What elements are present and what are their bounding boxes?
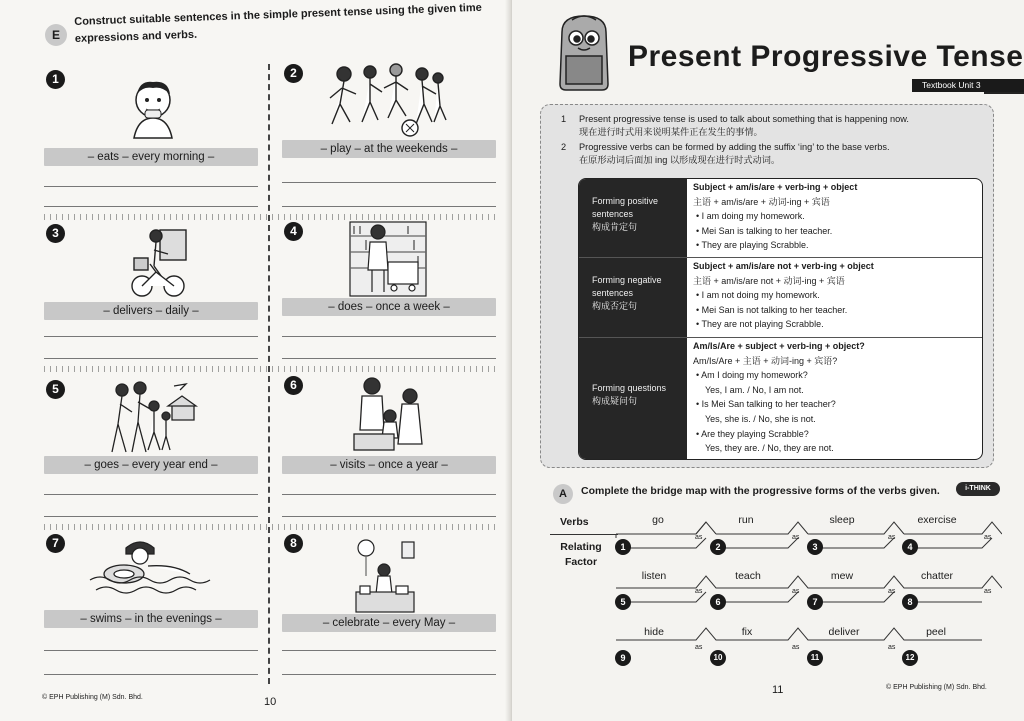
- item-label: – does – once a week –: [282, 298, 496, 316]
- example: • Mei San is not talking to her teacher.: [696, 304, 848, 315]
- item-label: – eats – every morning –: [44, 148, 258, 166]
- item-label: – goes – every year end –: [44, 456, 258, 474]
- children-playing-football-illustration: [326, 62, 452, 138]
- textbook-unit-badge: Textbook Unit 3: [912, 79, 1024, 92]
- formula-zh: 主语 + am/is/are not + 动词-ing + 宾语: [693, 275, 845, 286]
- example: • I am doing my homework.: [696, 211, 805, 222]
- row-label-zh: 构成疑问句: [592, 396, 638, 406]
- item-4: [284, 222, 303, 241]
- item-label: – visits – once a year –: [282, 456, 496, 474]
- item-6: [284, 376, 303, 395]
- point-1-text: Present progressive tense is used to talk about something that is happening now.: [579, 114, 909, 124]
- item-7: [46, 534, 65, 553]
- as-label: as: [792, 644, 800, 651]
- item-number: 8: [284, 534, 303, 553]
- formula-zh: Am/Is/Are + 主语 + 动词-ing + 宾语?: [693, 355, 838, 366]
- row-label-zh: 构成肯定句: [592, 222, 638, 232]
- copyright-footer: © EPH Publishing (M) Sdn. Bhd.: [886, 684, 987, 691]
- item-2: [284, 64, 303, 83]
- point-1-number: 1: [561, 114, 567, 124]
- bridge-label-divider: [550, 534, 618, 535]
- as-label: as: [984, 588, 992, 595]
- example-answer: Yes, they are. / No, they are not.: [705, 443, 834, 454]
- formula-zh: 主语 + am/is/are + 动词-ing + 宾语: [693, 196, 830, 207]
- bridge-verb: sleep: [829, 514, 855, 526]
- item-label: – celebrate – every May –: [282, 614, 496, 632]
- formula: Am/Is/Are + subject + verb-ing + object?: [693, 341, 865, 351]
- item-number: 1: [46, 70, 65, 89]
- answer-number[interactable]: 10: [710, 650, 726, 666]
- writing-line[interactable]: [44, 516, 258, 517]
- table-row-label: [579, 338, 687, 460]
- birthday-celebration-illustration: [352, 536, 418, 614]
- as-label: as: [984, 534, 992, 541]
- row-label-en: Forming positive sentences: [592, 196, 659, 219]
- writing-line[interactable]: [44, 494, 258, 495]
- table-row-label: [579, 258, 687, 337]
- verbs-label: Verbs: [560, 516, 589, 528]
- writing-line[interactable]: [282, 650, 496, 651]
- row-divider: [42, 524, 498, 530]
- header-rule: [984, 92, 1024, 94]
- bridge-verb: listen: [641, 570, 667, 582]
- family-travelling-illustration: [108, 376, 200, 456]
- example-text: They are playing Scrabble.: [701, 240, 809, 251]
- item-number: 2: [284, 64, 303, 83]
- relating-factor-label: Relating Factor: [560, 541, 602, 568]
- item-label: – delivers – daily –: [44, 302, 258, 320]
- item-number: 5: [46, 380, 65, 399]
- bridge-verb: deliver: [828, 626, 860, 638]
- item-number: 7: [46, 534, 65, 553]
- answer-number[interactable]: 6: [710, 594, 726, 610]
- bridge-verb: fix: [741, 626, 753, 638]
- example-text: I am not doing my homework.: [701, 290, 820, 301]
- point-2-number: 2: [561, 142, 567, 152]
- as-label: as: [792, 534, 800, 541]
- girl-shopping-illustration: [348, 218, 428, 298]
- writing-line[interactable]: [44, 650, 258, 651]
- example: • Mei San is talking to her teacher.: [696, 225, 833, 236]
- bridge-verb: teach: [735, 570, 761, 582]
- answer-number[interactable]: 9: [615, 650, 631, 666]
- answer-number[interactable]: 4: [902, 539, 918, 555]
- bridge-verb: exercise: [917, 514, 957, 526]
- answer-number[interactable]: 11: [807, 650, 823, 666]
- writing-line[interactable]: [44, 358, 258, 359]
- as-label: as: [792, 588, 800, 595]
- family-visiting-illustration: [348, 374, 430, 454]
- delivery-man-bicycle-illustration: [130, 224, 190, 300]
- formula: Subject + am/is/are + verb-ing + object: [693, 182, 858, 192]
- answer-number[interactable]: 12: [902, 650, 918, 666]
- writing-line[interactable]: [282, 674, 496, 675]
- as-label: as: [888, 588, 896, 595]
- right-page: [512, 0, 1024, 721]
- boy-swimming-illustration: [86, 534, 216, 604]
- example-text: Mei San is talking to her teacher.: [701, 225, 833, 236]
- bridge-verb: hide: [644, 626, 664, 638]
- as-label: as: [695, 534, 703, 541]
- example-text: Is Mei San talking to her teacher?: [701, 399, 836, 410]
- example-text: Are they playing Scrabble?: [701, 428, 809, 439]
- example: • They are playing Scrabble.: [696, 240, 809, 251]
- as-label: as: [888, 534, 896, 541]
- backpack-mascot-icon: [552, 12, 616, 92]
- row-divider: [42, 366, 498, 372]
- item-label: – swims – in the evenings –: [44, 610, 258, 628]
- writing-line[interactable]: [282, 206, 496, 207]
- answer-number[interactable]: 7: [807, 594, 823, 610]
- section-a-instruction: Complete the bridge map with the progressive forms of the verbs given.: [581, 485, 940, 497]
- point-2-text: Progressive verbs can be formed by adding the suffix ‘ing’ to the base verbs.: [579, 142, 890, 152]
- table-row-content: [689, 259, 983, 332]
- writing-line[interactable]: [44, 206, 258, 207]
- bridge-verb: go: [652, 514, 664, 526]
- example-text: Am I doing my homework?: [701, 370, 808, 381]
- ithink-badge: i-THINK: [956, 482, 1000, 496]
- example-text: I am doing my homework.: [701, 211, 805, 222]
- example-answer: Yes, I am. / No, I am not.: [705, 384, 804, 395]
- answer-number[interactable]: 8: [902, 594, 918, 610]
- bridge-verb: chatter: [920, 570, 954, 582]
- writing-line[interactable]: [282, 516, 496, 517]
- bridge-verb: peel: [926, 626, 946, 638]
- example-text: They are not playing Scrabble.: [701, 319, 824, 330]
- item-8: [284, 534, 303, 553]
- rules-table: [578, 178, 983, 460]
- item-number: 4: [284, 222, 303, 241]
- column-divider: [268, 64, 270, 684]
- writing-line[interactable]: [282, 182, 496, 183]
- bridge-map-lines: [610, 514, 1002, 674]
- page-title: Present Progressive Tense: [628, 40, 1024, 73]
- example: • They are not playing Scrabble.: [696, 319, 824, 330]
- copyright-footer: © EPH Publishing (M) Sdn. Bhd.: [42, 694, 143, 701]
- as-label: as: [888, 644, 896, 651]
- page-number: 10: [264, 696, 277, 708]
- point-1-chinese: 现在进行时式用来说明某件正在发生的事情。: [579, 127, 763, 137]
- answer-number[interactable]: 2: [710, 539, 726, 555]
- row-label-en: Forming questions: [592, 383, 667, 393]
- example: • Are they playing Scrabble?: [696, 428, 809, 439]
- answer-number[interactable]: 3: [807, 539, 823, 555]
- row-label-en: Forming negative sentences: [592, 275, 662, 298]
- answer-number[interactable]: 1: [615, 539, 631, 555]
- item-number: 6: [284, 376, 303, 395]
- example: • I am not doing my homework.: [696, 290, 820, 301]
- example: • Am I doing my homework?: [696, 370, 808, 381]
- writing-line[interactable]: [282, 358, 496, 359]
- section-e-instruction: Construct suitable sentences in the simple present tense using the given time expressions and verbs.: [74, 1, 482, 45]
- writing-line[interactable]: [282, 336, 496, 337]
- row-divider: [42, 214, 498, 220]
- as-label: as: [695, 644, 703, 651]
- section-e-badge: E: [45, 24, 67, 46]
- example-answer: Yes, she is. / No, she is not.: [705, 413, 816, 424]
- boy-eating-illustration: [128, 74, 178, 140]
- item-5: [46, 380, 65, 399]
- as-label: as: [695, 588, 703, 595]
- writing-line[interactable]: [44, 186, 258, 187]
- item-3: [46, 224, 65, 243]
- example-text: Mei San is not talking to her teacher.: [701, 304, 848, 315]
- item-label: – play – at the weekends –: [282, 140, 496, 158]
- item-1: [46, 70, 65, 89]
- bridge-verb: run: [738, 514, 754, 526]
- point-2-chinese: 在原形动词后面加 ing 以形成现在进行时式动词。: [579, 155, 781, 165]
- table-row-content: [689, 180, 983, 253]
- table-row-label: [579, 179, 687, 257]
- item-number: 3: [46, 224, 65, 243]
- table-row-content: [689, 339, 983, 456]
- writing-line[interactable]: [44, 674, 258, 675]
- bridge-verb: mew: [830, 570, 854, 582]
- page-number: 11: [772, 684, 784, 696]
- row-label-zh: 构成否定句: [592, 301, 638, 311]
- example: • Is Mei San talking to her teacher?: [696, 399, 836, 410]
- formula: Subject + am/is/are not + verb-ing + object: [693, 261, 874, 271]
- writing-line[interactable]: [282, 494, 496, 495]
- section-a-badge: A: [553, 484, 573, 504]
- writing-line[interactable]: [44, 336, 258, 337]
- answer-number[interactable]: 5: [615, 594, 631, 610]
